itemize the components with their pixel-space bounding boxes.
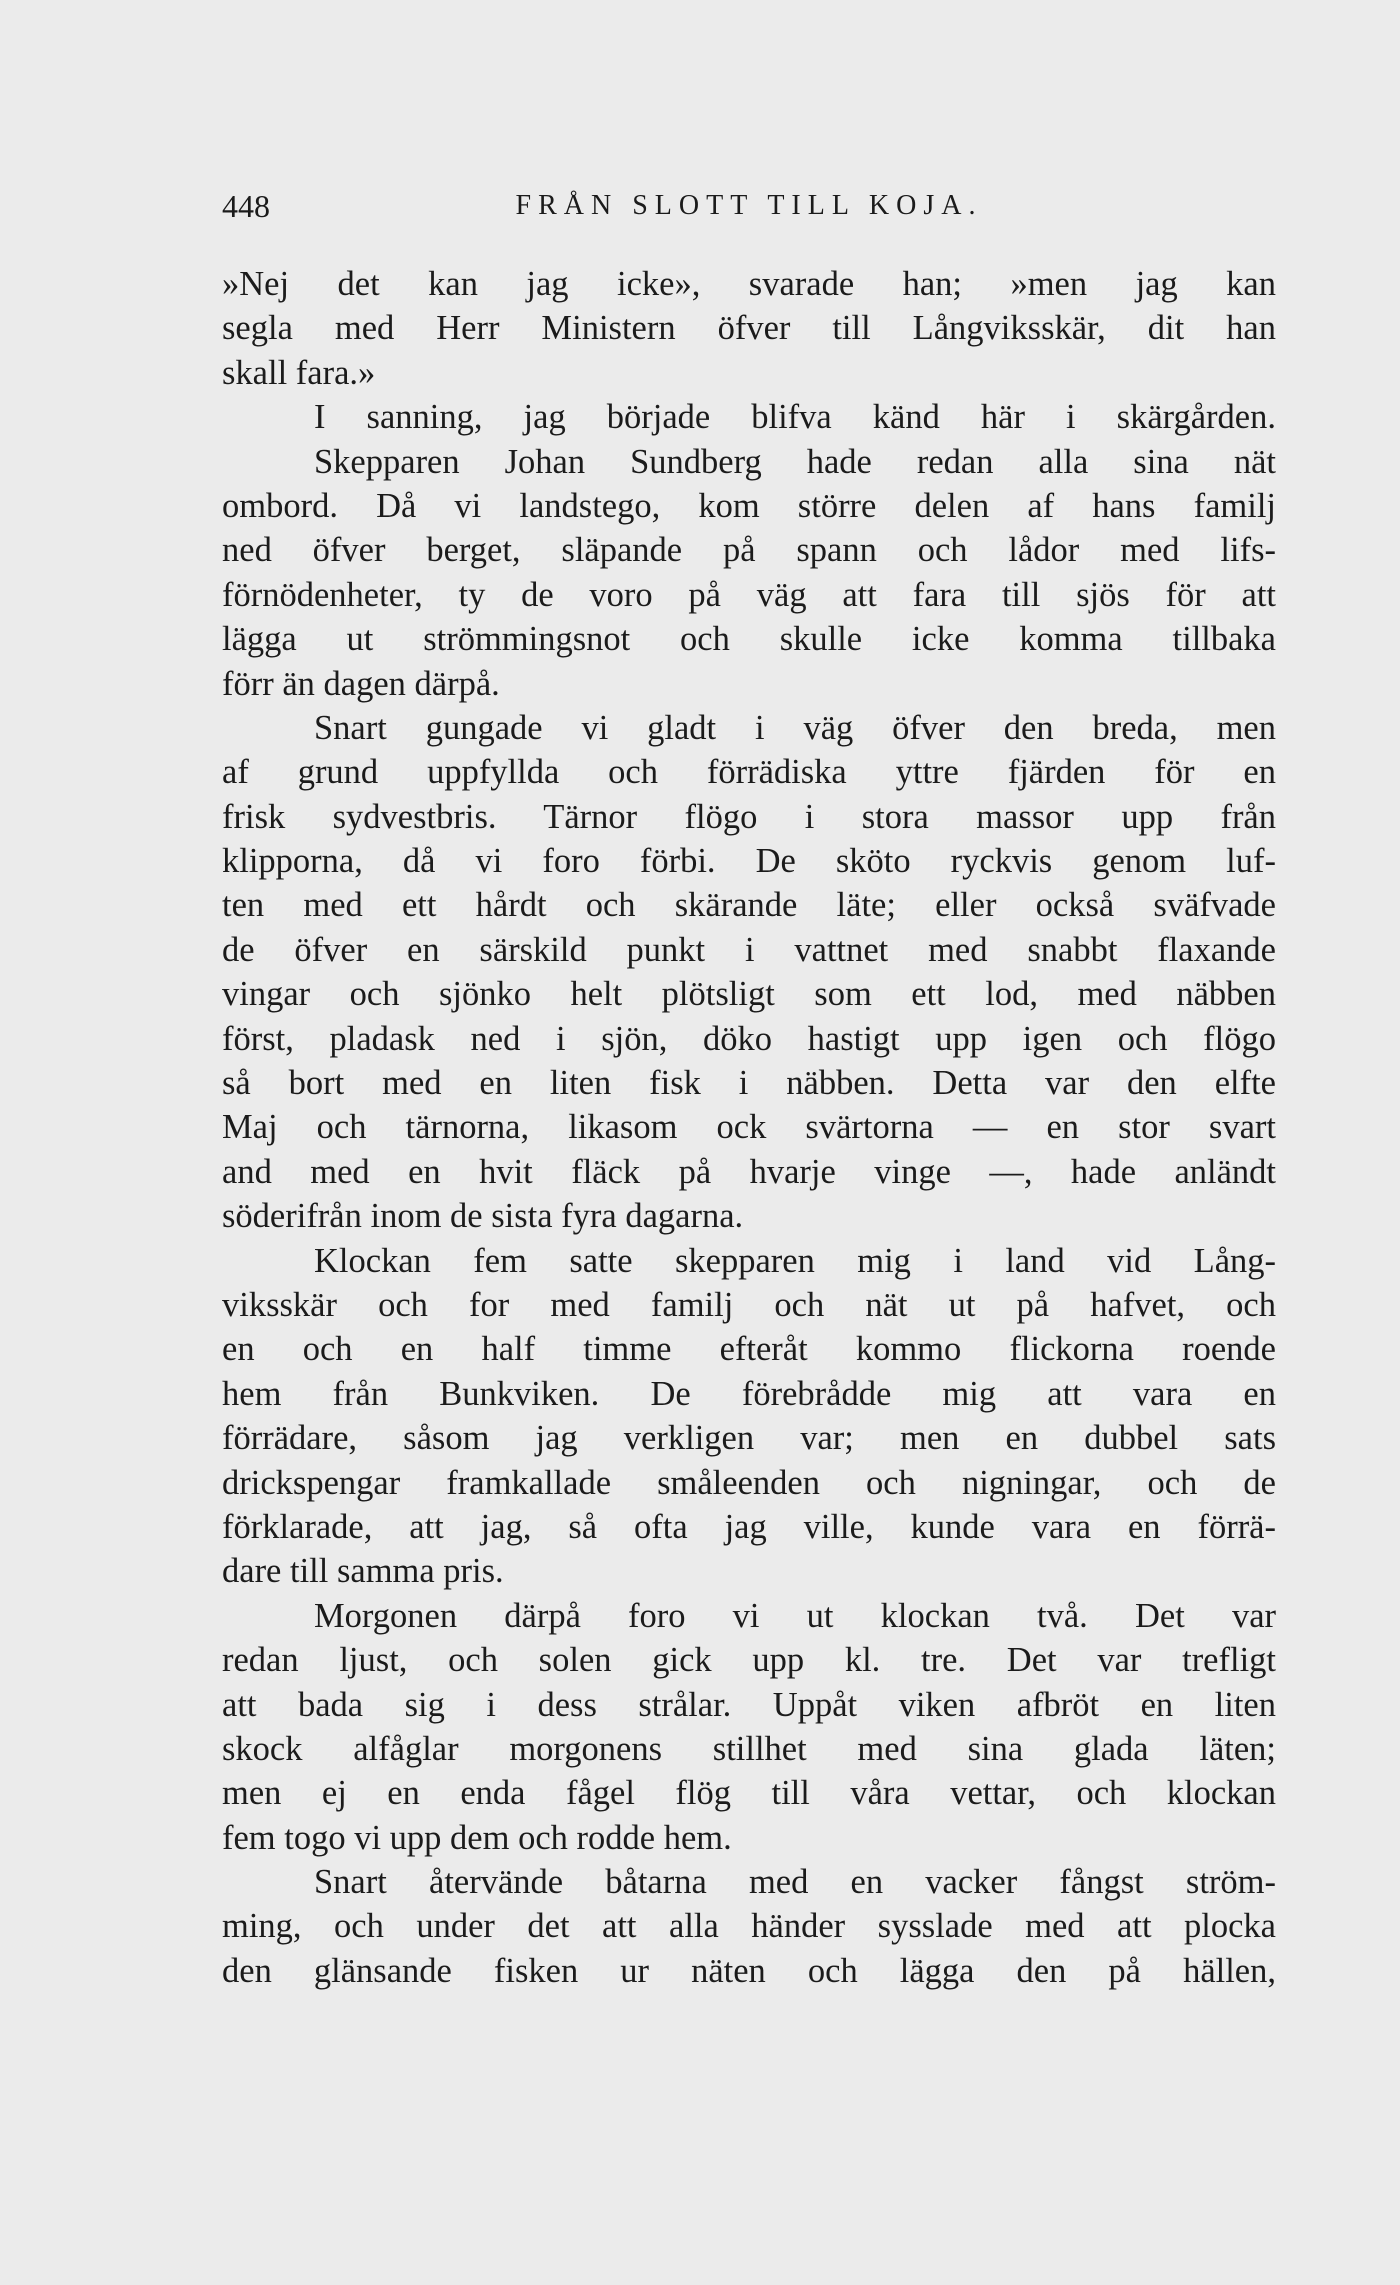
text-line: Snart gungade vi gladt i väg öfver den breda, men — [314, 708, 1276, 747]
text-line: den glänsande fisken ur näten och lägga den på hällen, — [222, 1951, 1276, 1990]
text-line: segla med Herr Ministern öfver till Långviksskär, dit han — [222, 309, 1276, 348]
text-line: ombord. Då vi landstego, kom större delen af hans familj — [222, 486, 1276, 525]
text-line: Morgonen därpå foro vi ut klockan två. Det var — [314, 1596, 1276, 1635]
text-line: klipporna, då vi foro förbi. De sköto ryckvis genom luf- — [222, 842, 1276, 881]
text-line: I sanning, jag började blifva känd här i skärgården. — [314, 398, 1276, 437]
text-line: vingar och sjönko helt plötsligt som ett lod, med näbben — [222, 975, 1276, 1014]
text-line: frisk sydvestbris. Tärnor flögo i stora massor upp från — [222, 797, 1276, 836]
text-line: hem från Bunkviken. De förebrådde mig att vara en — [222, 1374, 1276, 1413]
text-line: dare till samma pris. — [222, 1552, 504, 1591]
text-line: förklarade, att jag, så ofta jag ville, kunde vara en förrä- — [222, 1507, 1276, 1546]
text-line: ned öfver berget, släpande på spann och lådor med lifs- — [222, 531, 1276, 570]
text-line: Maj och tärnorna, likasom ock svärtorna — en stor svart — [222, 1108, 1276, 1147]
text-line: först, pladask ned i sjön, döko hastigt upp igen och flögo — [222, 1019, 1276, 1058]
text-line: redan ljust, och solen gick upp kl. tre. Det var trefligt — [222, 1641, 1276, 1680]
text-line: lägga ut strömmingsnot och skulle icke komma tillbaka — [222, 620, 1276, 659]
page-number: 448 — [222, 188, 270, 224]
text-line: skall fara.» — [222, 353, 376, 392]
text-line: Skepparen Johan Sundberg hade redan alla sina nät — [314, 442, 1276, 481]
text-line: fem togo vi upp dem och rodde hem. — [222, 1818, 732, 1857]
text-line: så bort med en liten fisk i näbben. Detta var den elfte — [222, 1064, 1276, 1103]
text-line: Klockan fem satte skepparen mig i land vid Lång- — [314, 1241, 1276, 1280]
text-line: drickspengar framkallade småleenden och nigningar, och de — [222, 1463, 1276, 1502]
text-line: de öfver en särskild punkt i vattnet med snabbt flaxande — [222, 930, 1276, 969]
text-line: men ej en enda fågel flög till våra vettar, och klockan — [222, 1774, 1276, 1813]
text-line: ming, och under det att alla händer sysslade med att plocka — [222, 1907, 1276, 1946]
text-line: skock alfåglar morgonens stillhet med sina glada läten; — [222, 1729, 1276, 1768]
text-line: förr än dagen därpå. — [222, 664, 500, 703]
page-header — [222, 188, 1276, 236]
body-text — [222, 262, 1276, 1993]
text-line: and med en hvit fläck på hvarje vinge —, hade anländt — [222, 1152, 1276, 1191]
text-line: »Nej det kan jag icke», svarade han; »men jag kan — [222, 265, 1276, 303]
running-title: FRÅN SLOTT TILL KOJA. — [515, 190, 983, 221]
text-line: viksskär och for med familj och nät ut på hafvet, och — [222, 1285, 1276, 1324]
text-line: söderifrån inom de sista fyra dagarna. — [222, 1197, 744, 1236]
text-line: en och en half timme efteråt kommo flickorna roende — [222, 1330, 1276, 1369]
text-line: ten med ett hårdt och skärande läte; eller också sväfvade — [222, 886, 1276, 925]
text-line: af grund uppfyllda och förrädiska yttre fjärden för en — [222, 753, 1276, 792]
text-line: förrädare, såsom jag verkligen var; men en dubbel sats — [222, 1419, 1276, 1458]
text-line: förnödenheter, ty de voro på väg att fara till sjös för att — [222, 575, 1276, 614]
text-line: Snart återvände båtarna med en vacker fångst ström- — [314, 1863, 1276, 1902]
text-line: att bada sig i dess strålar. Uppåt viken afbröt en liten — [222, 1685, 1276, 1724]
